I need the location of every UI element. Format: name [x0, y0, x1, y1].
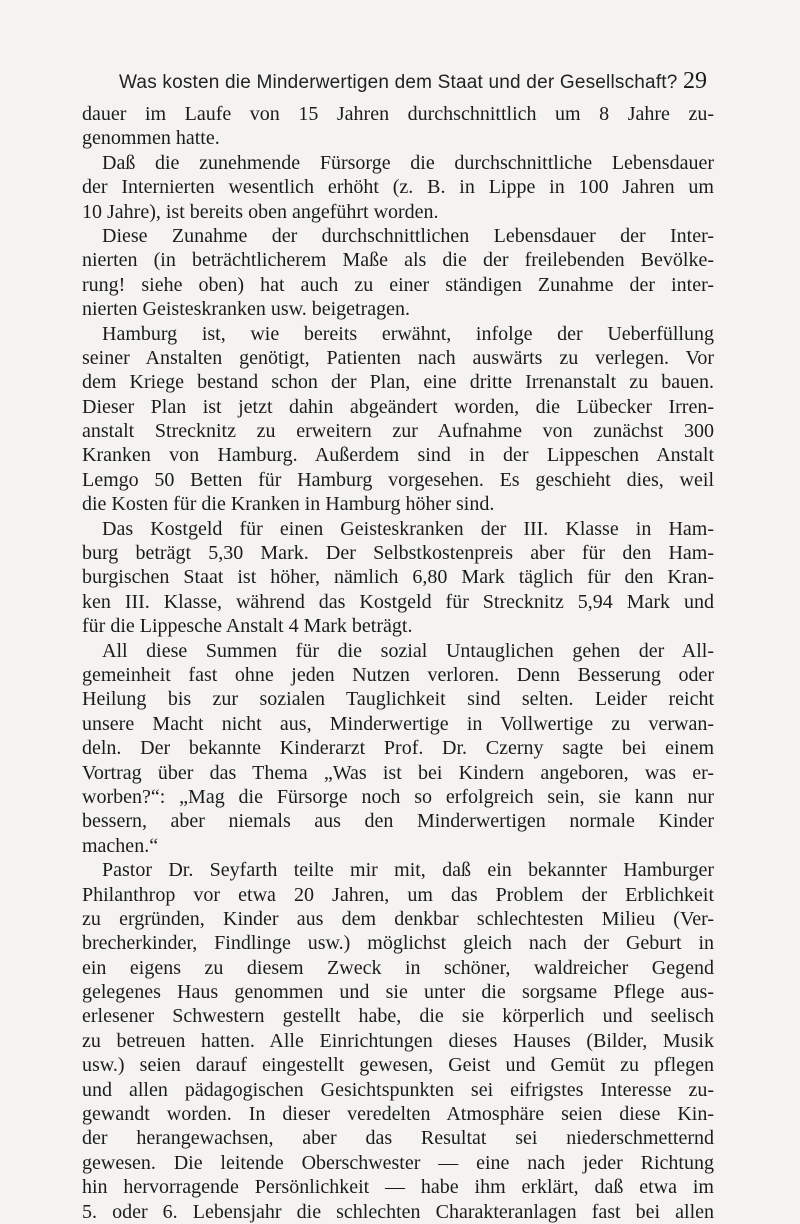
text-line: Philanthrop vor etwa 20 Jahren, um das Problem der Erblichkeit	[82, 883, 714, 906]
text-line: 5. oder 6. Lebensjahr die schlechten Charakteranlagen fast bei allen	[82, 1200, 714, 1223]
text-line: Pastor Dr. Seyfarth teilte mir mit, daß ein bekannter Hamburger	[102, 859, 714, 882]
text-line: dauer im Laufe von 15 Jahren durchschnittlich um 8 Jahre zu-	[82, 103, 714, 125]
text-line: und allen pädagogischen Gesichtspunkten sei eifrigstes Interesse zu-	[82, 1078, 714, 1101]
text-line: ein eigens zu diesem Zweck in schöner, waldreicher Gegend	[82, 956, 714, 979]
text-line: gelegenes Haus genommen und sie unter die sorgsame Pflege aus-	[82, 981, 714, 1004]
text-line: Daß die zunehmende Fürsorge die durchschnittliche Lebensdauer	[102, 151, 714, 174]
text-line: nierten (in beträchtlicherem Maße als die der freilebenden Bevölke-	[82, 249, 714, 272]
body-text	[82, 102, 714, 1224]
text-line: Diese Zunahme der durchschnittlichen Lebensdauer der Inter-	[102, 224, 714, 247]
text-line: gemeinheit fast ohne jeden Nutzen verloren. Denn Besserung oder	[82, 663, 714, 686]
text-line: ken III. Klasse, während das Kostgeld für Strecknitz 5,94 Mark und	[82, 590, 714, 613]
text-line: Dieser Plan ist jetzt dahin abgeändert worden, die Lübecker Irren-	[82, 395, 714, 418]
text-line: Lemgo 50 Betten für Hamburg vorgesehen. Es geschieht dies, weil	[82, 468, 714, 491]
text-line: zu betreuen hatten. Alle Einrichtungen dieses Hauses (Bilder, Musik	[82, 1029, 714, 1052]
text-line: Vortrag über das Thema „Was ist bei Kindern angeboren, was er-	[82, 761, 714, 784]
text-line: worben?“: „Mag die Fürsorge noch so erfolgreich sein, sie kann nur	[82, 785, 714, 808]
text-line: machen.“	[82, 834, 159, 857]
text-line: erlesener Schwestern gestellt habe, die sie körperlich und seelisch	[82, 1005, 714, 1028]
text-line: gewesen. Die leitende Oberschwester — eine nach jeder Richtung	[82, 1151, 714, 1174]
text-line: gewandt worden. In dieser veredelten Atmosphäre seien diese Kin-	[82, 1103, 714, 1126]
text-line: der Internierten wesentlich erhöht (z. B. in Lippe in 100 Jahren um	[82, 176, 714, 199]
text-line: rung! siehe oben) hat auch zu einer ständigen Zunahme der inter-	[82, 273, 714, 296]
text-line: bessern, aber niemals aus den Minderwertigen normale Kinder	[82, 810, 714, 833]
text-line: 10 Jahre), ist bereits oben angeführt worden.	[82, 200, 439, 223]
text-line: Hamburg ist, wie bereits erwähnt, infolge der Ueberfüllung	[102, 322, 714, 345]
text-line: unsere Macht nicht aus, Minderwertige in Vollwertige zu verwan-	[82, 712, 714, 735]
page-number: 29	[683, 68, 707, 94]
text-line: genommen hatte.	[82, 127, 220, 150]
text-line: die Kosten für die Kranken in Hamburg höher sind.	[82, 493, 495, 516]
text-line: anstalt Strecknitz zu erweitern zur Aufnahme von zunächst 300	[82, 420, 714, 443]
text-line: burg beträgt 5,30 Mark. Der Selbstkostenpreis aber für den Ham-	[82, 542, 714, 565]
text-line: All diese Summen für die sozial Untauglichen gehen der All-	[102, 639, 714, 662]
text-line: Das Kostgeld für einen Geisteskranken der III. Klasse in Ham-	[102, 517, 714, 540]
text-line: usw.) seien darauf eingestellt gewesen, Geist und Gemüt zu pflegen	[82, 1054, 714, 1077]
text-line: der herangewachsen, aber das Resultat sei niederschmetternd	[82, 1127, 714, 1150]
text-line: für die Lippesche Anstalt 4 Mark beträgt.	[82, 615, 413, 638]
running-head	[88, 68, 712, 102]
text-line: nierten Geisteskranken usw. beigetragen.	[82, 298, 411, 321]
text-line: brecherkinder, Findlinge usw.) möglichst gleich nach der Geburt in	[82, 932, 714, 955]
text-line: Kranken von Hamburg. Außerdem sind in der Lippeschen Anstalt	[82, 444, 714, 467]
text-line: burgischen Staat ist höher, nämlich 6,80 Mark täglich für den Kran-	[82, 566, 714, 589]
text-line: seiner Anstalten genötigt, Patienten nach auswärts zu verlegen. Vor	[82, 346, 714, 369]
text-line: Heilung bis zur sozialen Tauglichkeit sind selten. Leider reicht	[82, 688, 714, 711]
text-line: hin hervorragende Persönlichkeit — habe ihm erklärt, daß etwa im	[82, 1176, 714, 1199]
text-line: dem Kriege bestand schon der Plan, eine dritte Irrenanstalt zu bauen.	[82, 371, 714, 394]
running-title: Was kosten die Minderwertigen dem Staat und der Gesellschaft?	[119, 72, 678, 93]
text-line: zu ergründen, Kinder aus dem denkbar schlechtesten Milieu (Ver-	[82, 907, 714, 930]
text-line: deln. Der bekannte Kinderarzt Prof. Dr. Czerny sagte bei einem	[82, 737, 714, 760]
